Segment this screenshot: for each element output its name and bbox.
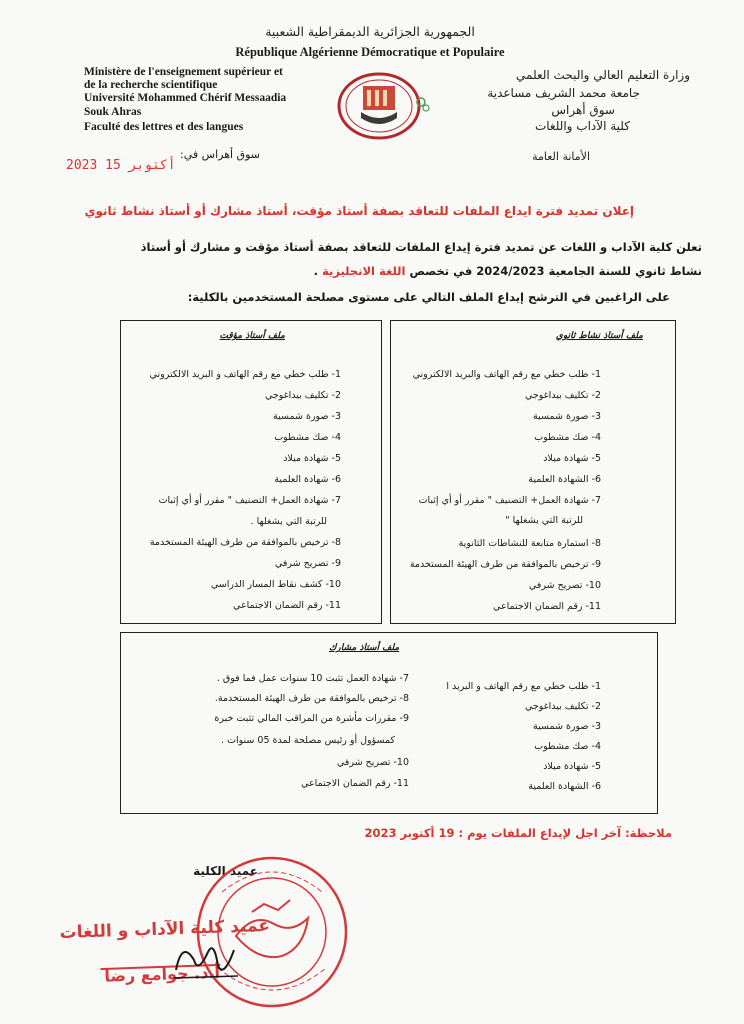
header-fr-line: Souk Ahras: [84, 106, 142, 118]
list-item: 3- صورة شمسية: [273, 411, 341, 422]
list-item: 7- شهادة العمل+ التصنيف " مقرر أو أي إثبات: [158, 495, 341, 506]
list-item: 10- تصريح شرفي: [528, 580, 601, 591]
header-fr-republic: République Algérienne Démocratique et Populaire: [235, 45, 505, 59]
list-item: 10- كشف نقاط المسار الدراسي: [210, 579, 341, 590]
header-fr-line: Faculté des lettres et des langues: [84, 121, 244, 133]
specialty-highlight: اللغة الانجليزية: [322, 264, 406, 278]
list-item: 6- الشهادة العلمية: [528, 781, 601, 792]
list-item: 1- طلب خطي مع رقم الهاتف والبريد الالكتروني: [412, 369, 601, 380]
box-temporary-title: ملف أستاذ مؤقت: [219, 331, 285, 341]
date-stamp: 2023 أكتوبر 15: [66, 158, 176, 173]
list-item: 2- تكليف بيداغوجي: [524, 701, 601, 712]
body-line2-end: .: [313, 264, 319, 278]
box-temporary-teacher: [120, 320, 382, 624]
list-item: 8- ترخيص بالموافقة من طرف الهيئة المستخدمة.: [214, 693, 409, 704]
general-secretariat: الأمانة العامة: [532, 150, 590, 163]
list-item: 4- صك مشطوب: [534, 741, 601, 752]
list-item: 10- تصريح شرفي: [336, 757, 409, 768]
list-item: 5- شهادة ميلاد: [283, 453, 341, 464]
list-item: 3- صورة شمسية: [533, 721, 601, 732]
list-item: 9- مقررات مأشرة من المراقب المالي تثبت خبرة: [214, 713, 409, 724]
announcement-body-line2: [62, 264, 702, 278]
list-item: 5- شهادة ميلاد: [543, 453, 601, 464]
box-secondary-title: ملف أستاذ نشاط ثانوي: [555, 331, 643, 341]
list-item: 1- طلب خطي مع رقم الهاتف و البريد ا: [446, 681, 601, 692]
header-fr-line: de la recherche scientifique: [84, 79, 218, 91]
list-item: 11- رقم الضمان الاجتماعي: [233, 600, 341, 611]
body-line2-text: نشاط ثانوي للسنة الجامعية 2024/2023 في تخصص: [409, 264, 702, 278]
header-ar-line: كلية الآداب واللغات: [534, 119, 630, 133]
dean-stamp-line1: عميد كلية الآداب و اللغات: [59, 915, 271, 944]
list-item: 9- ترخيص بالموافقة من طرف الهيئة المستخدمة: [409, 559, 601, 570]
list-item: 6- الشهادة العلمية: [528, 474, 601, 485]
list-item: 6- شهادة العلمية: [274, 474, 341, 485]
list-item: كمسؤول أو رئيس مصلحة لمدة 05 سنوات .: [221, 735, 395, 746]
announcement-body-line1: تعلن كلية الآداب و اللغات عن تمديد فترة إيداع الملفات للتعاقد بصفة أستاذ مؤقت و مشارك أو أستاذ: [140, 240, 702, 254]
list-item: 2- تكليف بيداغوجي: [264, 390, 341, 401]
list-item: 2- تكليف بيداغوجي: [524, 390, 601, 401]
place-label: سوق أهراس في:: [180, 148, 260, 161]
header-ar-republic: الجمهورية الجزائرية الديمقراطية الشعبية: [265, 24, 475, 39]
box-associate-teacher: [120, 632, 658, 814]
university-logo: [335, 70, 431, 142]
dean-stamp-line2: أ.د. جوامع رضا: [104, 962, 221, 986]
header-ar-line: جامعة محمد الشريف مساعدية: [487, 86, 640, 100]
box-secondary-activity: [390, 320, 676, 624]
deadline-note: ملاحظة: آخر اجل لإيداع الملفات يوم : 19 أكتوبر 2023: [364, 826, 672, 840]
dean-label: عميد الكلية: [193, 864, 258, 878]
header-fr-block: [84, 66, 334, 134]
list-item: 4- صك مشطوب: [534, 432, 601, 443]
list-item: 8- استمارة متابعة للنشاطات الثانوية: [458, 538, 601, 549]
header-fr-line: Université Mohammed Chérif Messaadia: [84, 92, 287, 104]
header-fr-line: Ministère de l'enseignement supérieur et: [84, 66, 283, 78]
header-ar-block: [440, 66, 690, 134]
header-ar-line: وزارة التعليم العالي والبحث العلمي: [516, 68, 690, 82]
list-item: 1- طلب خطي مع رقم الهاتف و البريد الالكتروني: [149, 369, 341, 380]
list-item: 11- رقم الضمان الاجتماعي: [301, 778, 409, 789]
list-item: 7- شهادة العمل تثبت 10 سنوات عمل فما فوق .: [216, 673, 409, 684]
list-item: للرتبة التي يشغلها ": [505, 515, 583, 526]
announcement-body-line3: على الراغبين في الترشح إيداع الملف التالي على مستوى مصلحة المستخدمين بالكلية:: [187, 290, 670, 304]
header-ar-line: سوق أهراس: [551, 103, 615, 117]
box-associate-title: ملف أستاذ مشارك: [329, 643, 400, 653]
handwritten-signature: [168, 930, 248, 990]
list-item: 7- شهادة العمل+ التصنيف " مقرر أو أي إثبات: [418, 495, 601, 506]
list-item: 4- صك مشطوب: [274, 432, 341, 443]
announcement-title: إعلان تمديد فترة ايداع الملفات للتعاقد بصفة أستاذ مؤقت، أستاذ مشارك أو أستاذ نشاط ثانوي: [84, 204, 634, 218]
list-item: 9- تصريح شرفي: [274, 558, 341, 569]
list-item: للرتبة التي يشغلها .: [250, 516, 327, 527]
list-item: 5- شهادة ميلاد: [543, 761, 601, 772]
list-item: 8- ترخيص بالموافقة من طرف الهيئة المستخدمة: [149, 537, 341, 548]
list-item: 3- صورة شمسية: [533, 411, 601, 422]
list-item: 11- رقم الضمان الاجتماعي: [493, 601, 601, 612]
